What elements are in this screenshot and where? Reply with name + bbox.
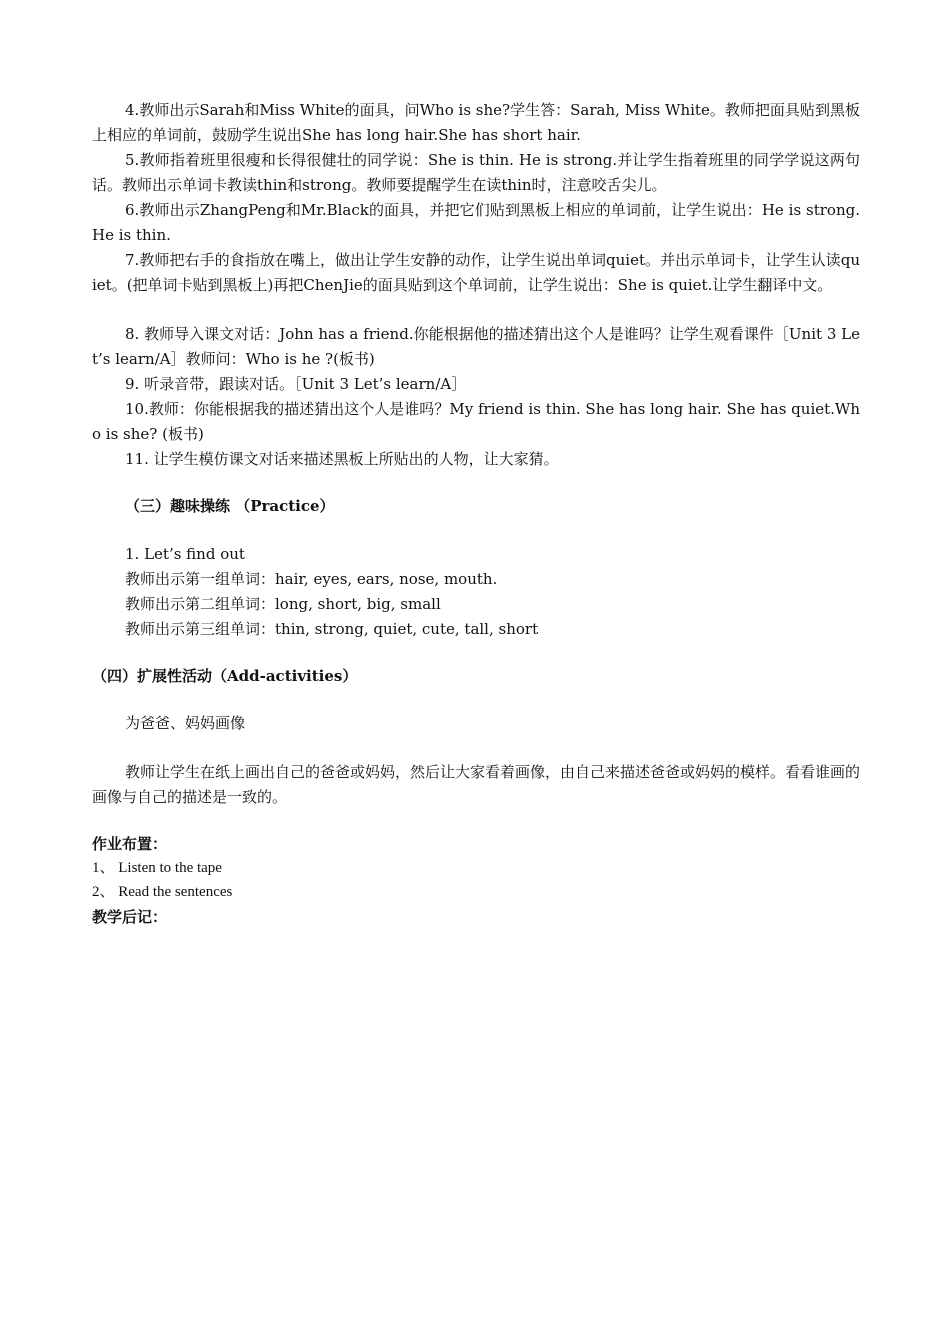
step-4: 4.教师出示Sarah和Miss White的面具，问Who is she?学生答：Sarah, Miss White。教师把面具贴到黑板上相应的单词前，鼓励学生说出She has long hair.She has short hair. bbox=[92, 101, 860, 144]
step-7: 7.教师把右手的食指放在嘴上，做出让学生安静的动作，让学生说出单词quiet。并出示单词卡，让学生认读quiet。(把单词卡贴到黑板上)再把ChenJie的面具贴到这个单词前，让学生说出：She is quiet.让学生翻译中文。 bbox=[92, 251, 860, 294]
step-9: 9. 听录音带，跟读对话。［Unit 3 Let’s learn/A］ bbox=[125, 375, 467, 393]
practice-heading: （三）趣味操练 （Practice） bbox=[125, 497, 335, 515]
step-5: 5.教师指着班里很瘦和长得很健壮的同学说：She is thin. He is strong.并让学生指着班里的同学学说这两句话。教师出示单词卡教读thin和strong。教师要提醒学生在读thin时，注意咬舌尖儿。 bbox=[92, 151, 860, 194]
step-8: 8. 教师导入课文对话：John has a friend.你能根据他的描述猜出这个人是谁吗？让学生观看课件［Unit 3 Let’s learn/A］教师问：Who is he ?(板书) bbox=[92, 325, 860, 368]
practice-group-1: 教师出示第一组单词：hair, eyes, ears, nose, mouth. bbox=[125, 570, 498, 588]
activities-body: 教师让学生在纸上画出自己的爸爸或妈妈，然后让大家看着画像，由自己来描述爸爸或妈妈的模样。看看谁画的画像与自己的描述是一致的。 bbox=[92, 763, 861, 806]
step-6: 6.教师出示ZhangPeng和Mr.Black的面具，并把它们贴到黑板上相应的单词前，让学生说出：He is strong. He is thin. bbox=[92, 201, 860, 244]
notes-heading: 教学后记： bbox=[92, 908, 168, 926]
step-10: 10.教师：你能根据我的描述猜出这个人是谁吗？My friend is thin. She has long hair. She has quiet.Who is she? (板书) bbox=[92, 400, 860, 443]
homework-item-2: 2、 Read the sentences bbox=[92, 884, 233, 900]
practice-group-3: 教师出示第三组单词：thin, strong, quiet, cute, tall, short bbox=[125, 620, 539, 638]
homework-heading: 作业布置： bbox=[92, 835, 168, 853]
practice-group-2: 教师出示第二组单词：long, short, big, small bbox=[125, 595, 441, 613]
step-11: 11. 让学生模仿课文对话来描述黑板上所贴出的人物，让大家猜。 bbox=[125, 450, 559, 468]
homework-item-1: 1、 Listen to the tape bbox=[92, 860, 222, 876]
practice-item-title: 1. Let’s find out bbox=[125, 545, 245, 563]
activities-title: 为爸爸、妈妈画像 bbox=[125, 714, 246, 732]
activities-heading: （四）扩展性活动（Add-activities） bbox=[92, 667, 358, 685]
